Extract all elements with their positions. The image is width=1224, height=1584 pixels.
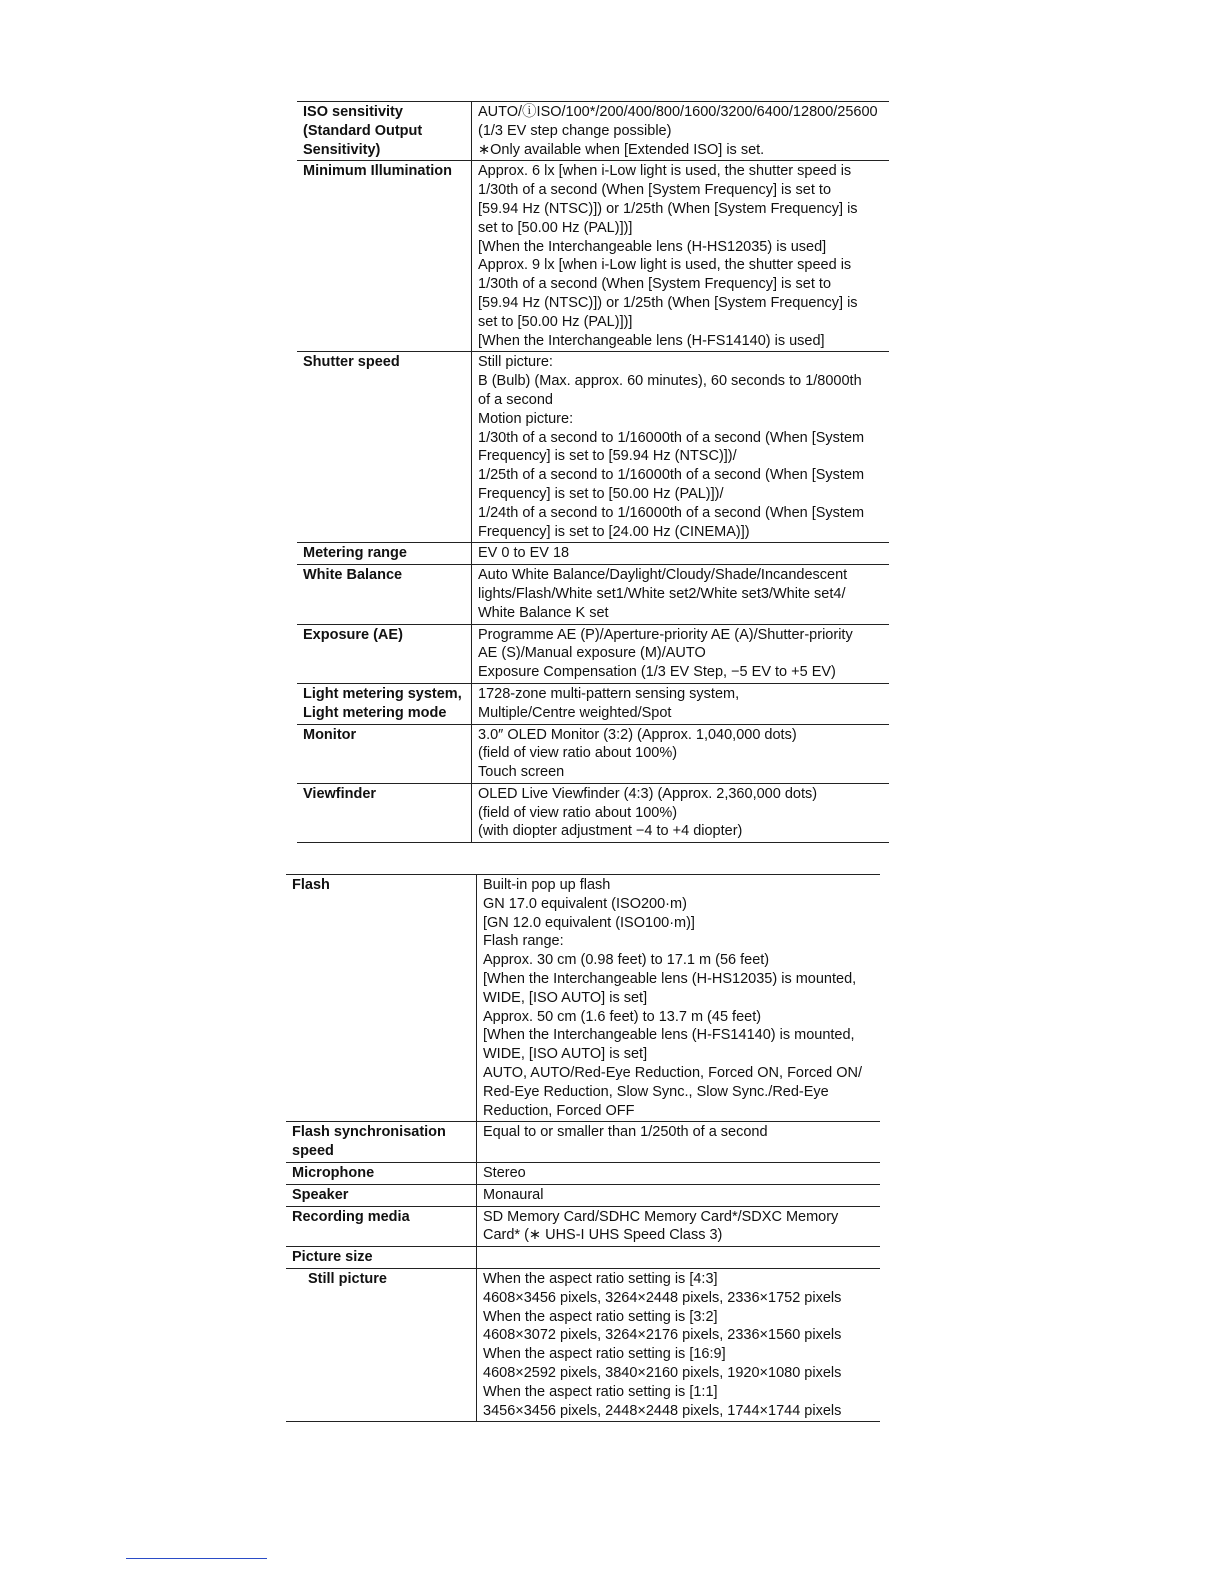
spec-label-line: Microphone bbox=[292, 1164, 375, 1181]
spec-row bbox=[297, 352, 889, 543]
spec-label-line: Picture size bbox=[292, 1249, 373, 1266]
spec-label-line: White Balance bbox=[303, 567, 403, 584]
spec-value-line: AUTO/ⓘISO/100*/200/400/800/1600/3200/6400/12800/25600 bbox=[478, 104, 878, 120]
spec-value-line: Frequency] is set to [24.00 Hz (CINEMA)]) bbox=[478, 523, 750, 540]
spec-label bbox=[286, 1206, 477, 1247]
spec-value-line: Motion picture: bbox=[478, 410, 574, 427]
spec-value bbox=[477, 1162, 881, 1184]
spec-value-line: Red-Eye Reduction, Slow Sync., Slow Sync./Red-Eye bbox=[483, 1083, 829, 1100]
spec-value bbox=[477, 1206, 881, 1247]
spec-label-line: Light metering system, bbox=[303, 685, 462, 702]
spec-row bbox=[286, 1184, 880, 1206]
footer-divider bbox=[126, 1558, 267, 1559]
spec-value-line: When the aspect ratio setting is [4:3] bbox=[483, 1270, 718, 1287]
spec-label-line: (Standard Output bbox=[303, 122, 423, 139]
spec-row bbox=[297, 543, 889, 565]
spec-value-line bbox=[483, 1248, 875, 1267]
spec-value-line: [When the Interchangeable lens (H-FS14140) is mounted, bbox=[483, 1027, 855, 1044]
spec-value-line: [When the Interchangeable lens (H-HS12035) is used] bbox=[478, 238, 827, 255]
spec-label bbox=[297, 783, 472, 842]
spec-table-bottom-body bbox=[286, 875, 880, 1422]
spec-row bbox=[286, 1247, 880, 1269]
spec-value-line: set to [50.00 Hz (PAL)])] bbox=[478, 219, 633, 236]
spec-value-line: OLED Live Viewfinder (4:3) (Approx. 2,360,000 dots) bbox=[478, 785, 818, 802]
spec-value-line: 1728-zone multi-pattern sensing system, bbox=[478, 685, 740, 702]
spec-label bbox=[297, 161, 472, 352]
spec-label-line: Sensitivity) bbox=[303, 141, 381, 158]
spec-value-line: Flash range: bbox=[483, 933, 564, 950]
spec-label bbox=[286, 875, 477, 1122]
spec-row bbox=[297, 624, 889, 683]
spec-label-line: Viewfinder bbox=[303, 785, 377, 802]
spec-value bbox=[472, 543, 890, 565]
spec-value-line: [59.94 Hz (NTSC)]) or 1/25th (When [System Frequency] is bbox=[478, 294, 858, 311]
spec-label-line: Minimum Illumination bbox=[303, 163, 453, 180]
spec-row bbox=[297, 161, 889, 352]
spec-label-line: ISO sensitivity bbox=[303, 104, 403, 120]
spec-value-line: EV 0 to EV 18 bbox=[478, 545, 570, 562]
spec-value-line: 3.0″ OLED Monitor (3:2) (Approx. 1,040,000 dots) bbox=[478, 726, 797, 743]
spec-value bbox=[472, 352, 890, 543]
spec-value bbox=[472, 161, 890, 352]
spec-label bbox=[286, 1268, 477, 1421]
spec-row bbox=[286, 1162, 880, 1184]
spec-value-line: Monaural bbox=[483, 1186, 544, 1203]
spec-value-line: GN 17.0 equivalent (ISO200·m) bbox=[483, 895, 687, 912]
spec-table-bottom bbox=[286, 874, 880, 1422]
spec-value-line: WIDE, [ISO AUTO] is set] bbox=[483, 1046, 648, 1063]
spec-value-line: Stereo bbox=[483, 1164, 526, 1181]
spec-label-line: Metering range bbox=[303, 545, 407, 562]
spec-value-line: AUTO, AUTO/Red-Eye Reduction, Forced ON, Forced ON/ bbox=[483, 1064, 863, 1081]
spec-value-line: lights/Flash/White set1/White set2/White set3/White set4/ bbox=[478, 585, 846, 602]
spec-label-line: Light metering mode bbox=[303, 704, 447, 721]
spec-value-line: ∗Only available when [Extended ISO] is set. bbox=[478, 141, 765, 158]
spec-value-line: 1/30th of a second to 1/16000th of a second (When [System bbox=[478, 429, 865, 446]
spec-value-line: 1/30th of a second (When [System Frequency] is set to bbox=[478, 276, 832, 293]
spec-value-line: 4608×3072 pixels, 3264×2176 pixels, 2336×1560 pixels bbox=[483, 1327, 842, 1344]
spec-value-line: [When the Interchangeable lens (H-HS12035) is mounted, bbox=[483, 970, 857, 987]
spec-value-line: B (Bulb) (Max. approx. 60 minutes), 60 seconds to 1/8000th bbox=[478, 373, 862, 390]
spec-row bbox=[286, 875, 880, 1122]
spec-value bbox=[477, 875, 881, 1122]
spec-value-line: set to [50.00 Hz (PAL)])] bbox=[478, 313, 633, 330]
spec-row bbox=[297, 565, 889, 624]
spec-value-line: Touch screen bbox=[478, 764, 565, 781]
spec-value-line: Approx. 6 lx [when i-Low light is used, the shutter speed is bbox=[478, 163, 852, 180]
spec-value-line: 1/24th of a second to 1/16000th of a second (When [System bbox=[478, 504, 865, 521]
spec-value-line: Reduction, Forced OFF bbox=[483, 1102, 635, 1119]
spec-value-line: Frequency] is set to [59.94 Hz (NTSC)])/ bbox=[478, 448, 737, 465]
spec-row bbox=[297, 724, 889, 783]
spec-value-line: When the aspect ratio setting is [3:2] bbox=[483, 1308, 718, 1325]
spec-value-line: Equal to or smaller than 1/250th of a second bbox=[483, 1124, 768, 1141]
spec-label-line: Exposure (AE) bbox=[303, 626, 403, 643]
spec-value-line: Exposure Compensation (1/3 EV Step, −5 EV to +5 EV) bbox=[478, 664, 836, 681]
spec-row bbox=[297, 683, 889, 724]
spec-value-line: Approx. 9 lx [when i-Low light is used, the shutter speed is bbox=[478, 257, 852, 274]
spec-label-line: Recording media bbox=[292, 1208, 410, 1225]
spec-table-top bbox=[297, 101, 889, 843]
spec-value bbox=[472, 565, 890, 624]
spec-value bbox=[472, 724, 890, 783]
spec-row bbox=[286, 1122, 880, 1163]
spec-label-line: Speaker bbox=[292, 1186, 349, 1203]
spec-value-line: Multiple/Centre weighted/Spot bbox=[478, 704, 672, 721]
spec-value-line: 1/30th of a second (When [System Frequency] is set to bbox=[478, 182, 832, 199]
spec-label bbox=[286, 1184, 477, 1206]
spec-value-line: Still picture: bbox=[478, 354, 553, 371]
spec-label bbox=[297, 683, 472, 724]
spec-value-line: WIDE, [ISO AUTO] is set] bbox=[483, 989, 648, 1006]
spec-value-line: Approx. 30 cm (0.98 feet) to 17.1 m (56 feet) bbox=[483, 952, 770, 969]
spec-value-line: (with diopter adjustment −4 to +4 diopter) bbox=[478, 823, 743, 840]
spec-value-line: Programme AE (P)/Aperture-priority AE (A)/Shutter-priority bbox=[478, 626, 853, 643]
spec-value bbox=[472, 624, 890, 683]
spec-value-line: White Balance K set bbox=[478, 604, 609, 621]
spec-value bbox=[472, 783, 890, 842]
spec-value-line: of a second bbox=[478, 391, 553, 408]
spec-value-line: 1/25th of a second to 1/16000th of a second (When [System bbox=[478, 467, 865, 484]
spec-value bbox=[477, 1184, 881, 1206]
spec-label bbox=[297, 624, 472, 683]
spec-label bbox=[297, 543, 472, 565]
spec-label-line: speed bbox=[292, 1143, 334, 1160]
spec-value-line: When the aspect ratio setting is [1:1] bbox=[483, 1383, 718, 1400]
spec-value-line: Approx. 50 cm (1.6 feet) to 13.7 m (45 feet) bbox=[483, 1008, 762, 1025]
spec-value-line: AE (S)/Manual exposure (M)/AUTO bbox=[478, 645, 706, 662]
spec-value-line: [GN 12.0 equivalent (ISO100·m)] bbox=[483, 914, 695, 931]
spec-value bbox=[477, 1247, 881, 1269]
spec-label bbox=[297, 352, 472, 543]
spec-row bbox=[286, 1206, 880, 1247]
spec-label-line: Monitor bbox=[303, 726, 357, 743]
spec-label bbox=[286, 1162, 477, 1184]
spec-value-line: (field of view ratio about 100%) bbox=[478, 745, 678, 762]
spec-value bbox=[477, 1268, 881, 1421]
spec-label bbox=[297, 102, 472, 161]
spec-value-line: [59.94 Hz (NTSC)]) or 1/25th (When [System Frequency] is bbox=[478, 200, 858, 217]
spec-value bbox=[472, 683, 890, 724]
spec-label bbox=[297, 724, 472, 783]
spec-value-line: Built-in pop up flash bbox=[483, 877, 611, 893]
spec-value-line: (field of view ratio about 100%) bbox=[478, 804, 678, 821]
spec-value-line: [When the Interchangeable lens (H-FS14140) is used] bbox=[478, 332, 825, 349]
spec-label bbox=[286, 1247, 477, 1269]
spec-label-line: Still picture bbox=[308, 1270, 387, 1287]
spec-label bbox=[297, 565, 472, 624]
spec-value-line: 4608×3456 pixels, 3264×2448 pixels, 2336×1752 pixels bbox=[483, 1289, 842, 1306]
spec-label-line: Flash bbox=[292, 877, 330, 893]
spec-value bbox=[472, 102, 890, 161]
spec-table-top-body bbox=[297, 102, 889, 843]
spec-value-line: (1/3 EV step change possible) bbox=[478, 122, 672, 139]
spec-value-line: SD Memory Card/SDHC Memory Card*/SDXC Memory bbox=[483, 1208, 839, 1225]
spec-row bbox=[297, 783, 889, 842]
spec-value-line: 4608×2592 pixels, 3840×2160 pixels, 1920×1080 pixels bbox=[483, 1364, 842, 1381]
spec-value-line: When the aspect ratio setting is [16:9] bbox=[483, 1346, 726, 1363]
spec-value bbox=[477, 1122, 881, 1163]
spec-value-line: 3456×3456 pixels, 2448×2448 pixels, 1744×1744 pixels bbox=[483, 1402, 842, 1419]
spec-value-line: Auto White Balance/Daylight/Cloudy/Shade/Incandescent bbox=[478, 567, 848, 584]
spec-label-line: Flash synchronisation bbox=[292, 1124, 446, 1141]
spec-row bbox=[297, 102, 889, 161]
spec-label-line: Shutter speed bbox=[303, 354, 400, 371]
spec-value-line: Card* (∗ UHS-I UHS Speed Class 3) bbox=[483, 1227, 723, 1244]
spec-label bbox=[286, 1122, 477, 1163]
spec-row bbox=[286, 1268, 880, 1421]
spec-value-line: Frequency] is set to [50.00 Hz (PAL)])/ bbox=[478, 485, 724, 502]
